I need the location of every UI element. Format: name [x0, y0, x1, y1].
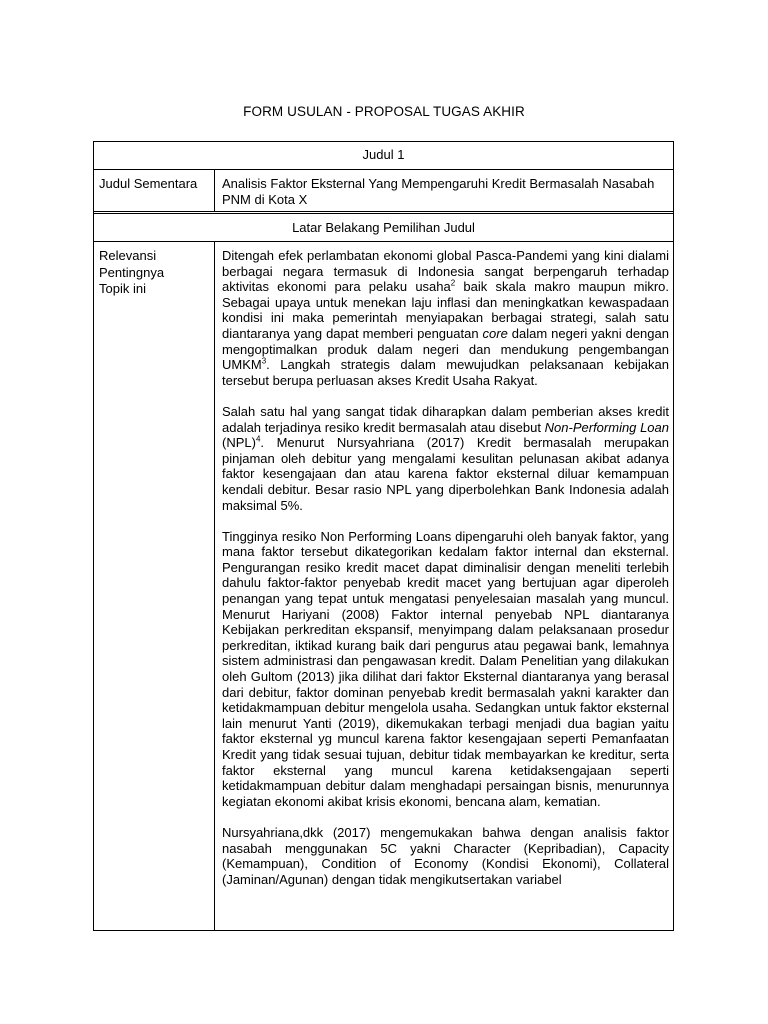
- relevansi-label-line: Topik ini: [99, 281, 146, 296]
- text-run: . Langkah strategis dalam mewujudkan pelaksanaan kebijakan tersebut berupa perluasan akses Kredit Usaha Rakyat.: [222, 357, 669, 388]
- relevansi-label-line: Pentingnya: [99, 264, 165, 280]
- footnote-ref: 3: [261, 356, 267, 366]
- form-title: FORM USULAN - PROPOSAL TUGAS AKHIR: [243, 104, 525, 119]
- latar-header: Latar Belakang Pemilihan Judul: [292, 220, 475, 235]
- text-run: (NPL): [222, 435, 256, 451]
- italic-text: Non-Performing Loan: [544, 419, 669, 435]
- table-border-top: [93, 141, 674, 142]
- footnote-ref: 4: [255, 434, 261, 444]
- paragraph-3: Tingginya resiko Non Performing Loans dipengaruhi oleh banyak faktor, yang mana faktor tersebut dikategorikan kedalam faktor internal dan eksternal. Pengurangan resiko kredit macet dapat diminalisir dengan meneliti terlebih dahulu faktor-faktor penyebab kredit macet yang bertujuan agar diperoleh penangan yang tepat untuk mengatasi penyelesaian masalah yang muncul. Menurut Hariyani (2008) Faktor internal penyebab NPL diantaranya Kebijakan perkreditan ekspansif, menyimpang dalam pelaksanaan prosedur perkreditan, iktikad kurang baik dari pengurus atau pegawai bank, lemahnya sistem administrasi dan pengawasan kredit. Dalam Penelitian yang dilakukan oleh Gultom (2013) jika dilihat dari faktor Eksternal diantaranya yang berasal dari debitur, faktor dominan penyebab kredit bermasalah yakni karakter dan ketidakmampuan debitur mengelola usaha. Sedangkan untuk faktor eksternal lain menurut Yanti (2019), dikemukakan terbagi menjadi dua bagian yaitu faktor eksternal yg muncul karena faktor kesengajaan seperti Pemanfaatan Kredit yang tidak sesuai tujuan, debitur tidak membayarkan ke kreditur, serta faktor eksternal yang muncul karena ketidaksengajaan seperti ketidakmampuan debitur dalam menghadapi persaingan bisnis, menurunnya kegiatan ekonomi akibat krisis ekonomi, bencana alam, kematian.: [222, 528, 669, 809]
- judul-text: Analisis Faktor Eksternal Yang Mempengaruhi Kredit Bermasalah Nasabah PNM di Kota X: [222, 176, 655, 207]
- paragraph-4: Nursyahriana,dkk (2017) mengemukakan bahwa dengan analisis faktor nasabah menggunakan 5C yakni Character (Kepribadian), Capacity (Kemampuan), Condition of Economy (Kondisi Ekonomi), Collateral (Jaminan/Agunan) dengan tidak mengikutsertakan variabel: [222, 824, 669, 887]
- footnote-ref: 2: [450, 278, 456, 288]
- italic-text: core: [482, 325, 508, 341]
- judul-label: Judul Sementara: [99, 176, 198, 191]
- relevansi-label: [99, 248, 211, 298]
- section-header: Judul 1: [362, 147, 405, 162]
- text-run: dalam negeri yakni dengan mengoptimalkan produk dalam negeri dan mendukung pengembangan UMKM: [222, 325, 669, 373]
- paragraph-1: [222, 248, 669, 388]
- text-run: . Menurut Nursyahriana (2017) Kredit bermasalah merupakan pinjaman oleh debitur yang mengalami kesulitan pelunasan akibat adanya faktor kesengajaan dan atau karena faktor eksternal diluar kemampuan kendali debitur. Besar rasio NPL yang diperbolehkan Bank Indonesia adalah maksimal 5%.: [222, 435, 669, 513]
- relevansi-label-line: Relevansi: [99, 248, 157, 263]
- paragraph-2: [222, 404, 669, 513]
- table-divider: [93, 169, 674, 170]
- relevansi-body: [222, 248, 669, 887]
- table-divider: [93, 211, 674, 212]
- column-divider: [214, 169, 215, 212]
- proposal-table: [93, 141, 674, 931]
- column-divider: [214, 241, 215, 931]
- text-run: baik skala makro maupun mikro. Sebagai upaya untuk menekan laju inflasi dan meningkatkan kewaspadaan kondisi ini maka pemerintah menyiapakan berbagai strategi, salah satu diantaranya yang dapat memberi penguatan: [222, 279, 669, 341]
- text-run: Ditengah efek perlambatan ekonomi global Pasca-Pandemi yang kini dialami berbagai negara termasuk di Indonesia sangat berpengaruh terhadap aktivitas ekonomi para pelaku usaha: [222, 248, 669, 295]
- table-border-right: [673, 141, 674, 931]
- table-divider: [93, 213, 674, 214]
- table-border-left: [93, 141, 94, 931]
- table-border-bottom: [93, 930, 674, 931]
- table-divider: [93, 241, 674, 242]
- text-run: Salah satu hal yang sangat tidak diharapkan dalam pemberian akses kredit adalah terjadinya resiko kredit bermasalah atau disebut: [222, 403, 669, 435]
